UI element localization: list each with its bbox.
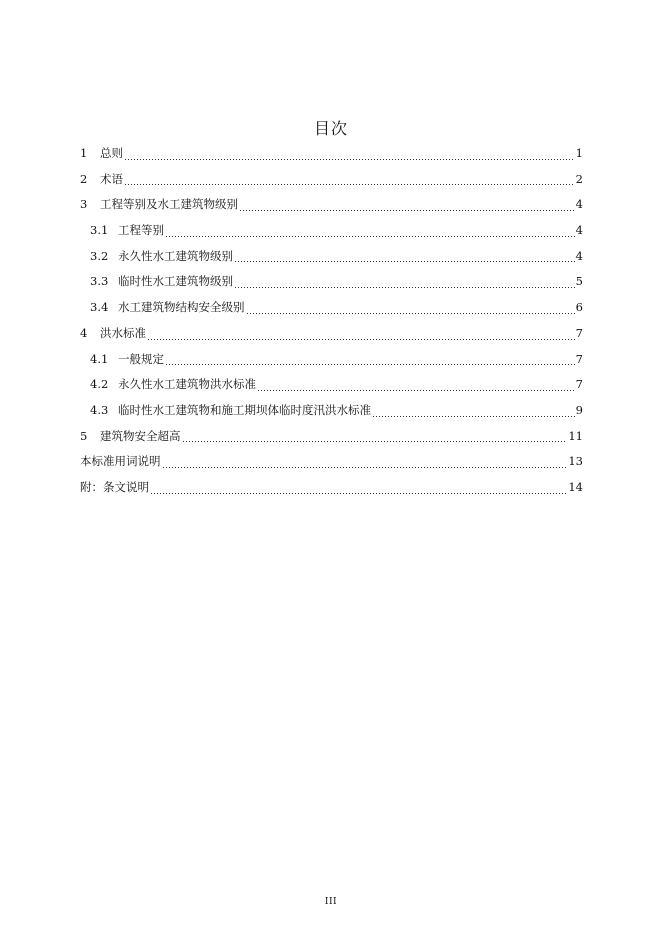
toc-entry-number: 4: [80, 325, 88, 340]
toc-subentry[interactable]: [80, 220, 583, 246]
toc-entry-label: 建筑物安全超高: [100, 428, 181, 443]
page-number: III: [324, 897, 338, 907]
toc-entry[interactable]: [80, 451, 583, 477]
toc-entry-label: 洪水标准: [100, 325, 146, 340]
toc-entry-number: 5: [80, 428, 88, 443]
toc-entry-label: 本标准用词说明: [80, 454, 161, 469]
toc-entry-page: 14: [568, 479, 583, 494]
toc-entry-number: 4.1: [90, 351, 109, 366]
toc-entry-label: 临时性水工建筑物和施工期坝体临时度汛洪水标准: [118, 402, 371, 417]
toc-entry[interactable]: [80, 194, 583, 220]
toc-entry[interactable]: [80, 477, 583, 503]
dot-leader: [234, 278, 575, 289]
toc-entry-page: 5: [575, 274, 583, 289]
toc-entry-page: 7: [575, 351, 583, 366]
dot-leader: [147, 330, 575, 341]
toc-entry-page: 9: [575, 402, 583, 417]
toc-entry-page: 7: [575, 377, 583, 392]
toc-entry-number: 3.3: [90, 274, 109, 289]
toc-entry-number: 3.4: [90, 300, 109, 315]
toc-subentry[interactable]: [80, 271, 583, 297]
toc-subentry[interactable]: [80, 400, 583, 426]
dot-leader: [165, 355, 575, 366]
toc-entry[interactable]: [80, 323, 583, 349]
toc-subentry[interactable]: [80, 349, 583, 375]
dot-leader: [124, 175, 575, 186]
dot-leader: [246, 304, 575, 315]
toc-entry[interactable]: [80, 169, 583, 195]
toc-subentry[interactable]: [80, 374, 583, 400]
toc-title: 目次: [313, 119, 348, 138]
toc-entry[interactable]: [80, 426, 583, 452]
toc-entry-label: 工程等别: [118, 223, 164, 238]
toc-entry-label: 工程等别及水工建筑物级别: [100, 197, 238, 212]
dot-leader: [124, 150, 575, 161]
toc-entry-number: 4.3: [90, 402, 109, 417]
toc-entry-page: 4: [575, 197, 583, 212]
toc-list: [80, 143, 583, 503]
toc-entry-label: 永久性水工建筑物级别: [118, 248, 233, 263]
toc-entry-page: 11: [568, 428, 583, 443]
dot-leader: [239, 201, 575, 212]
toc-entry-label: 术语: [100, 171, 123, 186]
dot-leader: [234, 252, 575, 263]
toc-entry-label: 临时性水工建筑物级别: [118, 274, 233, 289]
toc-subentry[interactable]: [80, 297, 583, 323]
toc-entry-page: 13: [568, 454, 583, 469]
toc-entry-page: 4: [575, 223, 583, 238]
toc-entry-number: 4.2: [90, 377, 109, 392]
dot-leader: [257, 381, 575, 392]
toc-entry-label: 一般规定: [118, 351, 164, 366]
dot-leader: [372, 407, 575, 418]
toc-entry-page: 7: [575, 325, 583, 340]
dot-leader: [162, 458, 568, 469]
toc-entry-number: 3: [80, 197, 88, 212]
toc-entry-label: 总则: [100, 146, 123, 160]
toc-entry-number: 1: [80, 146, 88, 160]
toc-entry-page: 6: [575, 300, 583, 315]
toc-entry-label: 附：条文说明: [80, 479, 149, 494]
toc-entry-label: 永久性水工建筑物洪水标准: [118, 377, 256, 392]
toc-entry-page: 1: [575, 146, 583, 160]
toc-entry[interactable]: [80, 143, 583, 169]
dot-leader: [182, 432, 568, 443]
dot-leader: [165, 227, 575, 238]
toc-entry-number: 3.2: [90, 248, 109, 263]
toc-entry-page: 2: [575, 171, 583, 186]
dot-leader: [150, 484, 567, 495]
toc-entry-number: 3.1: [90, 223, 109, 238]
toc-entry-page: 4: [575, 248, 583, 263]
toc-entry-label: 水工建筑物结构安全级别: [118, 300, 245, 315]
toc-entry-number: 2: [80, 171, 88, 186]
toc-subentry[interactable]: [80, 246, 583, 272]
